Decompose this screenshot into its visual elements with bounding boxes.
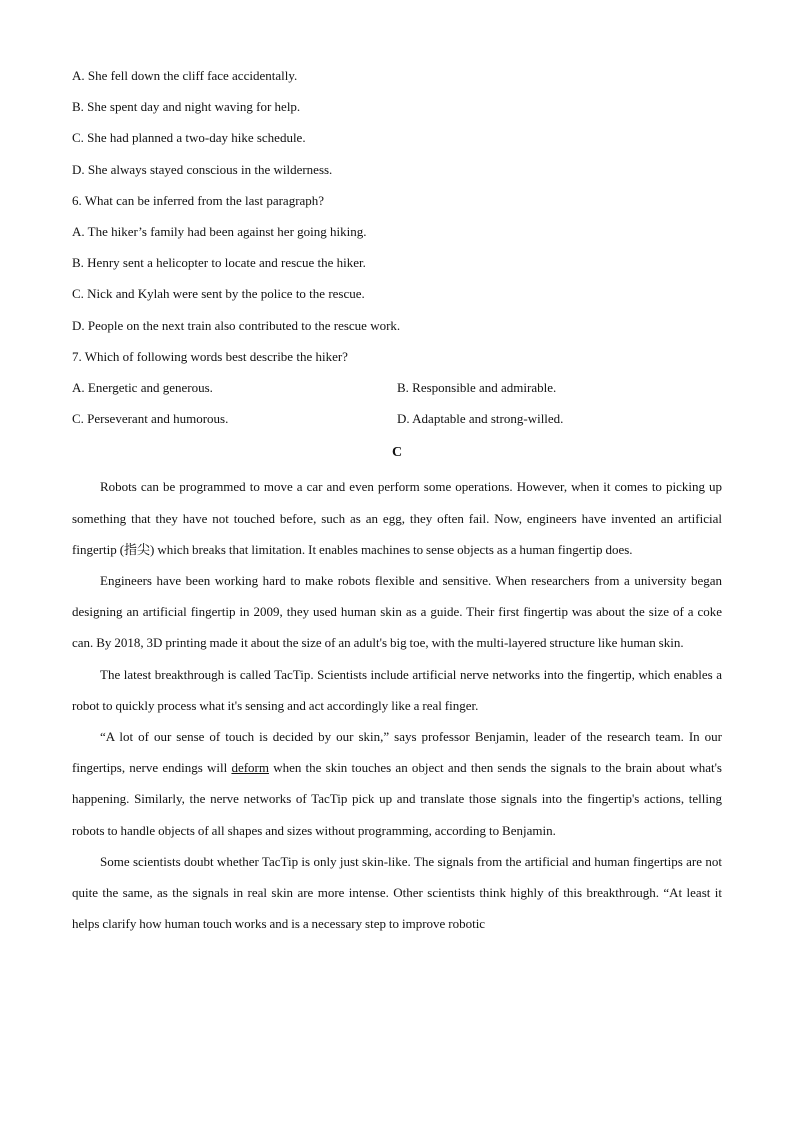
q7-option-d: D. Adaptable and strong-willed. [397, 411, 564, 427]
document-page [72, 66, 722, 939]
passage-paragraph-1: Robots can be programmed to move a car and even perform some operations. However, when it comes to picking up something that they have not touched before, such as an egg, they often fail. Now, engineers have invented an artificial fingertip (指尖) which breaks that limitation. It enables machines to sense objects as a human fingertip does. [72, 479, 722, 557]
passage-paragraph-3: The latest breakthrough is called TacTip. Scientists include artificial nerve networks into the fingertip, which enables a robot to quickly process what it's sensing and act accordingly like a real finger. [72, 666, 722, 713]
q5-option-a: A. She fell down the cliff face accidentally. [72, 68, 298, 83]
q5-option-b: B. She spent day and night waving for help. [72, 99, 301, 115]
q6-option-c: C. Nick and Kylah were sent by the police to the rescue. [72, 286, 365, 302]
passage-paragraph-4 [72, 721, 722, 846]
underlined-word-deform: deform [231, 760, 269, 776]
section-c-title: C [391, 445, 403, 461]
q7-options-row-2 [72, 409, 722, 440]
passage-paragraph-5: Some scientists doubt whether TacTip is only just skin-like. The signals from the artificial and human fingertips are not quite the same, as the signals in real skin are more intense. Other scientists think highly of this breakthrough. “At least it helps clarify how human touch works and is a necessary step to improve robotic [72, 853, 722, 932]
passage-paragraph-2: Engineers have been working hard to make robots flexible and sensitive. When researchers from a university began designing an artificial fingertip in 2009, they used human skin as a guide. Their first fingertip was about the size of a coke can. By 2018, 3D printing made it about the size of an adult's big toe, with the multi-layered structure like human skin. [72, 573, 722, 651]
q7-option-b: B. Responsible and admirable. [397, 379, 557, 395]
p4-text-after: when the skin touches an object and then sends the signals to the brain about what's happening. Similarly, the nerve networks of TacTip pick up and translate those signals into the fingertip's actions, telling robots to handle objects of all shapes and sizes without programming, according to Benjamin. [72, 760, 722, 838]
q7-options-row-1 [72, 378, 722, 409]
q6-option-a: A. The hiker’s family had been against her going hiking. [72, 223, 367, 239]
q7-option-a: A. Energetic and generous. [72, 379, 213, 395]
q5-option-d: D. She always stayed conscious in the wilderness. [72, 161, 333, 177]
q6-option-d: D. People on the next train also contributed to the rescue work. [72, 317, 401, 333]
q7-option-c: C. Perseverant and humorous. [72, 411, 229, 427]
q7-stem: 7. Which of following words best describe the hiker? [72, 348, 348, 364]
p4-text-before: “A lot of our sense of touch is decided by our skin,” says professor Benjamin, leader of the research team. In our fingertips, nerve endings will [72, 729, 722, 776]
q6-option-b: B. Henry sent a helicopter to locate and rescue the hiker. [72, 255, 366, 271]
q5-option-c: C. She had planned a two-day hike schedule. [72, 130, 306, 146]
q6-stem: 6. What can be inferred from the last paragraph? [72, 192, 325, 208]
